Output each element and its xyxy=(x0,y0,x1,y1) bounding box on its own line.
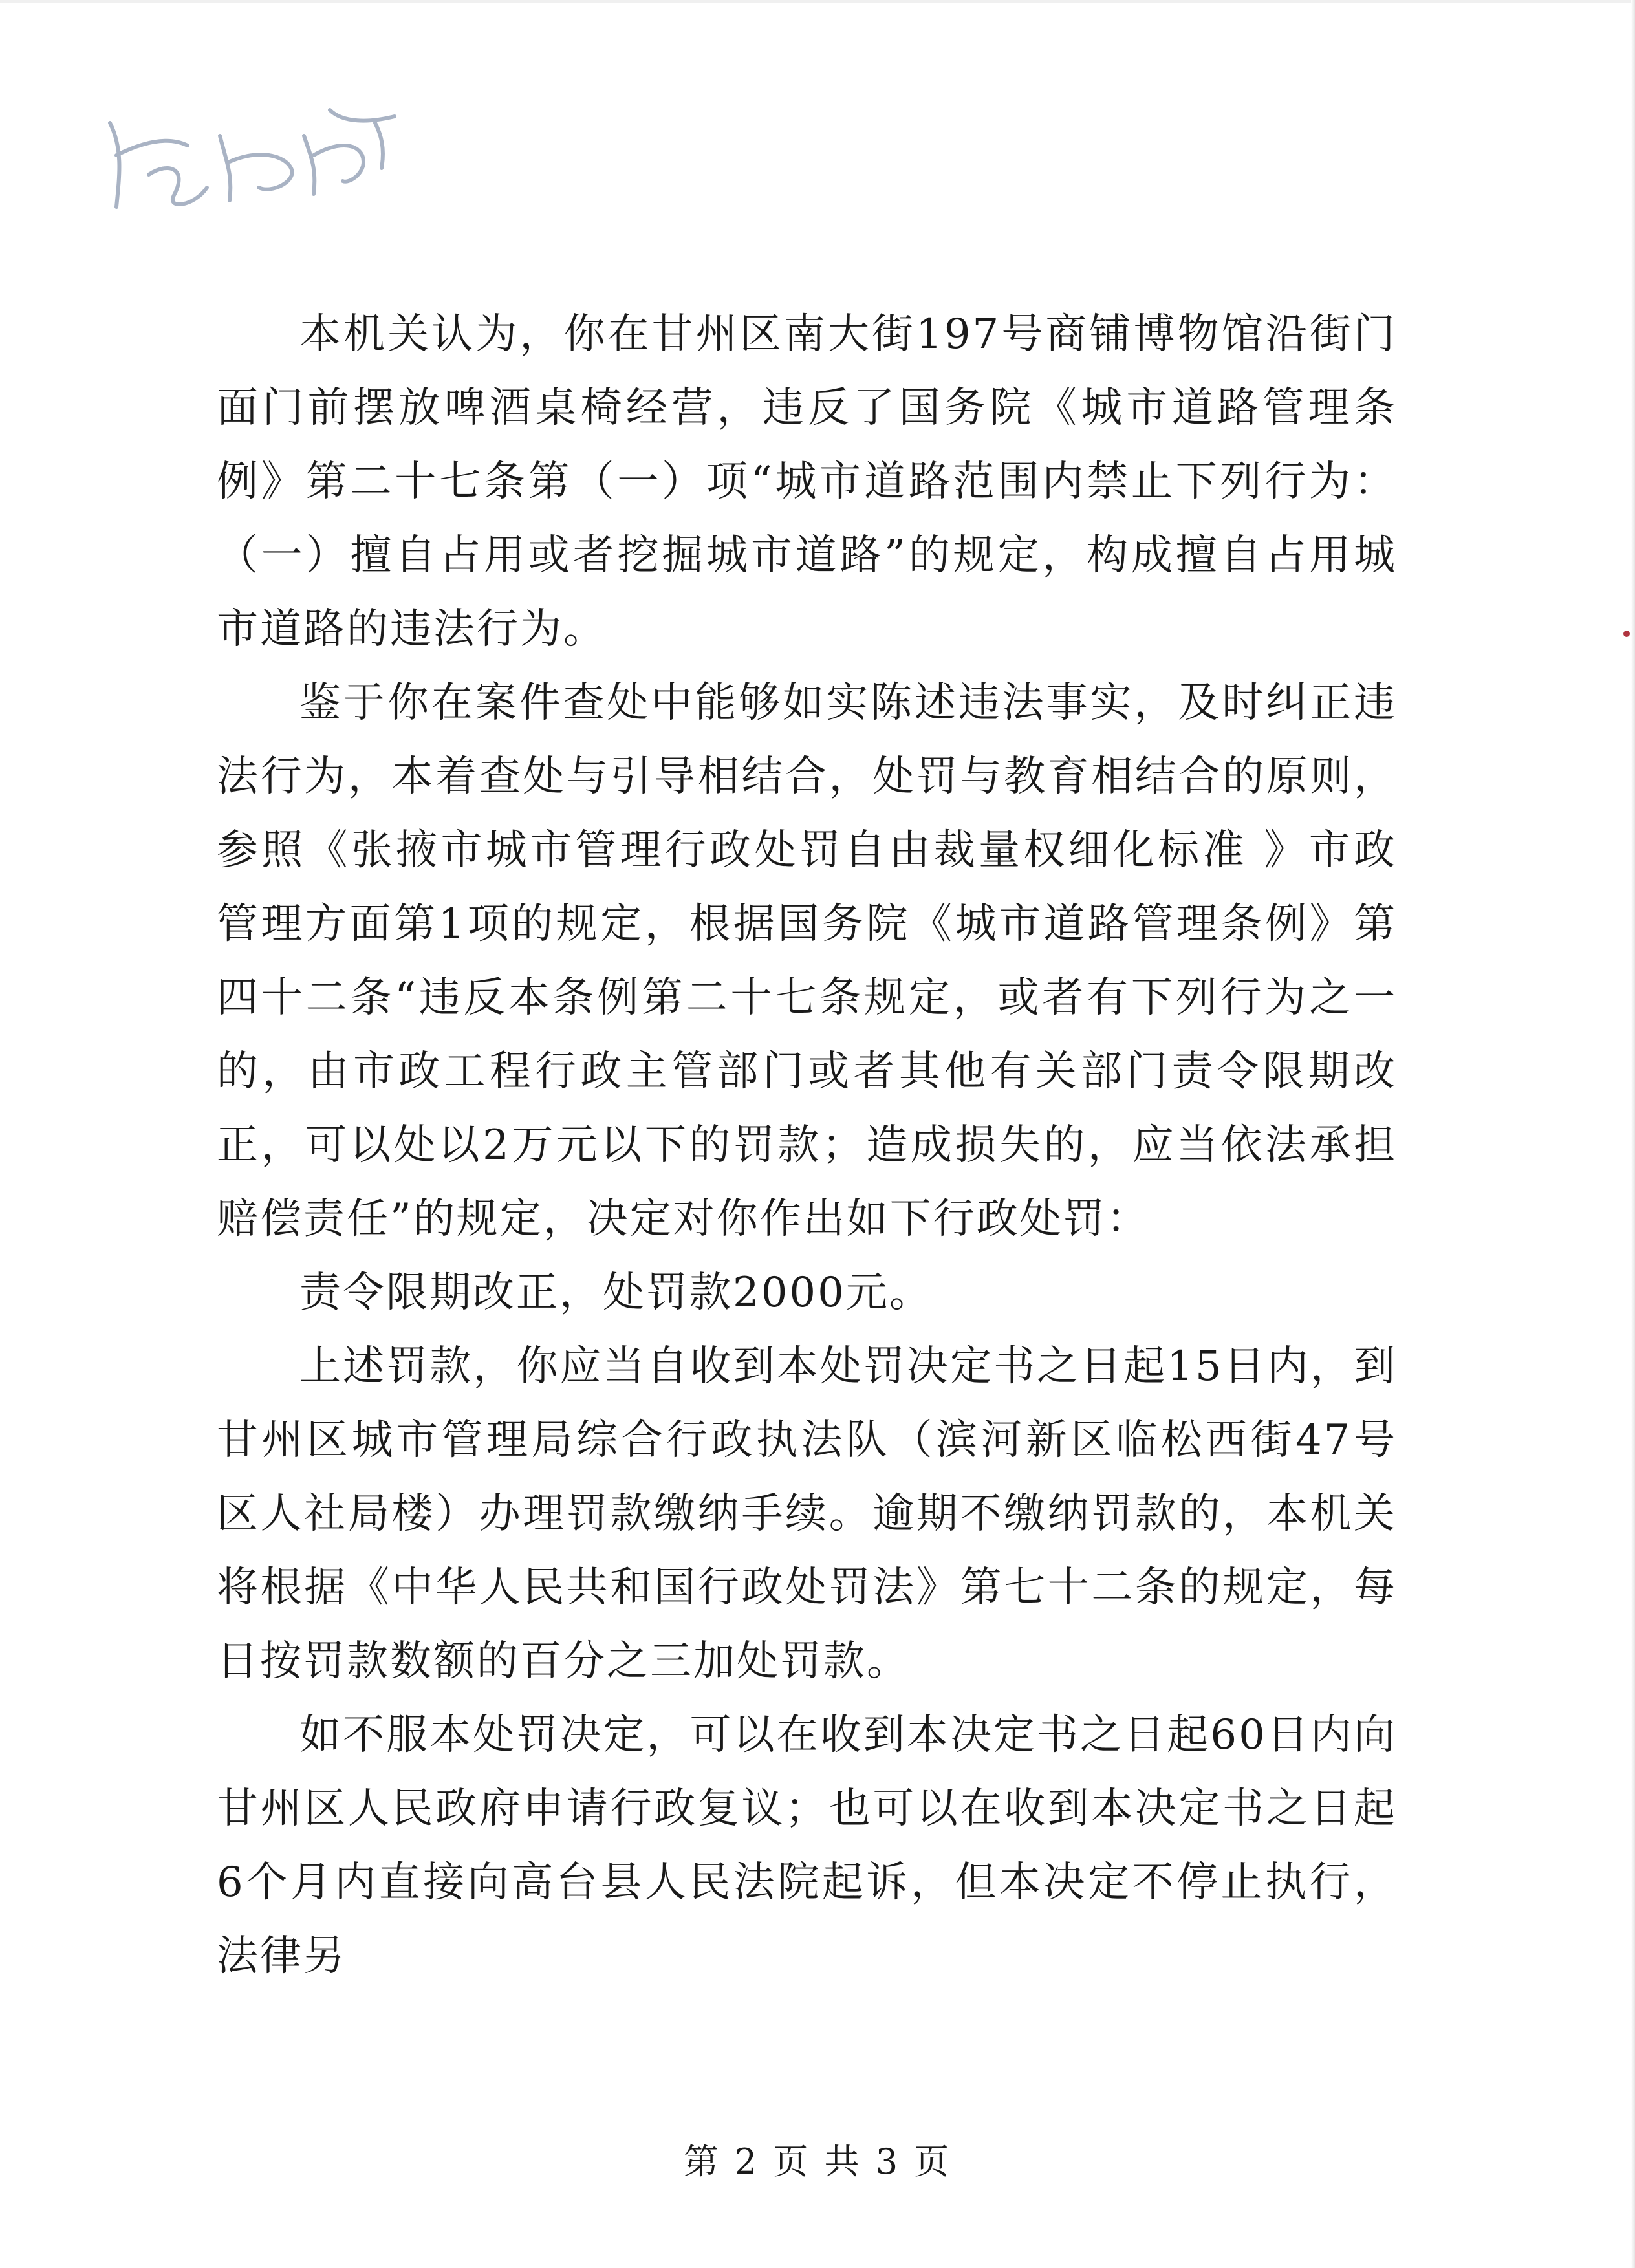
paragraph-penalty-basis: 鉴于你在案件查处中能够如实陈述违法事实，及时纠正违法行为，本着查处与引导相结合，处罚与教育相结合的原则，参照《张掖市城市管理行政处罚自由裁量权细化标准 》市政管理方面第1项的规定，根据国务院《城市道路管理条例》第四十二条“违反本条例第二十七条规定，或者有下列行为之一的，由市政工程行政主管部门或者其他有关部门责令限期改正，可以处以2万元以下的罚款；造成损失的，应当依法承担赔偿责任”的规定，决定对你作出如下行政处罚： xyxy=(217,679,1397,1243)
scan-edge-top xyxy=(0,0,1635,3)
paragraph-violation-finding: 本机关认为，你在甘州区南大街197号商铺博物馆沿街门面门前摆放啤酒桌椅经营，违反了国务院《城市道路管理条例》第二十七条第（一）项“城市道路范围内禁止下列行为：（一）擅自占用或者挖掘城市道路”的规定，构成擅自占用城市道路的违法行为。 xyxy=(217,310,1397,653)
paragraph-payment-instructions: 上述罚款，你应当自收到本处罚决定书之日起15日内，到甘州区城市管理局综合行政执法队（滨河新区临松西街47号区人社局楼）办理罚款缴纳手续。逾期不缴纳罚款的，本机关将根据《中华人民共和国行政处罚法》第七十二条的规定，每日按罚款数额的百分之三加处罚款。 xyxy=(217,1343,1397,1685)
scan-edge-right xyxy=(1631,0,1635,2268)
paragraph-penalty-decision: 责令限期改正，处罚款2000元。 xyxy=(299,1269,933,1317)
paragraph-appeal-rights: 如不服本处罚决定，可以在收到本决定书之日起60日内向甘州区人民政府申请行政复议；也可以在收到本决定书之日起6个月内直接向高台县人民法院起诉，但本决定不停止执行，法律另 xyxy=(217,1711,1397,1980)
document-body xyxy=(217,297,1397,1993)
page-number: 第 2 页 共 3 页 xyxy=(683,2141,952,2182)
scan-speck xyxy=(1623,631,1630,637)
handwritten-signature xyxy=(97,97,407,226)
